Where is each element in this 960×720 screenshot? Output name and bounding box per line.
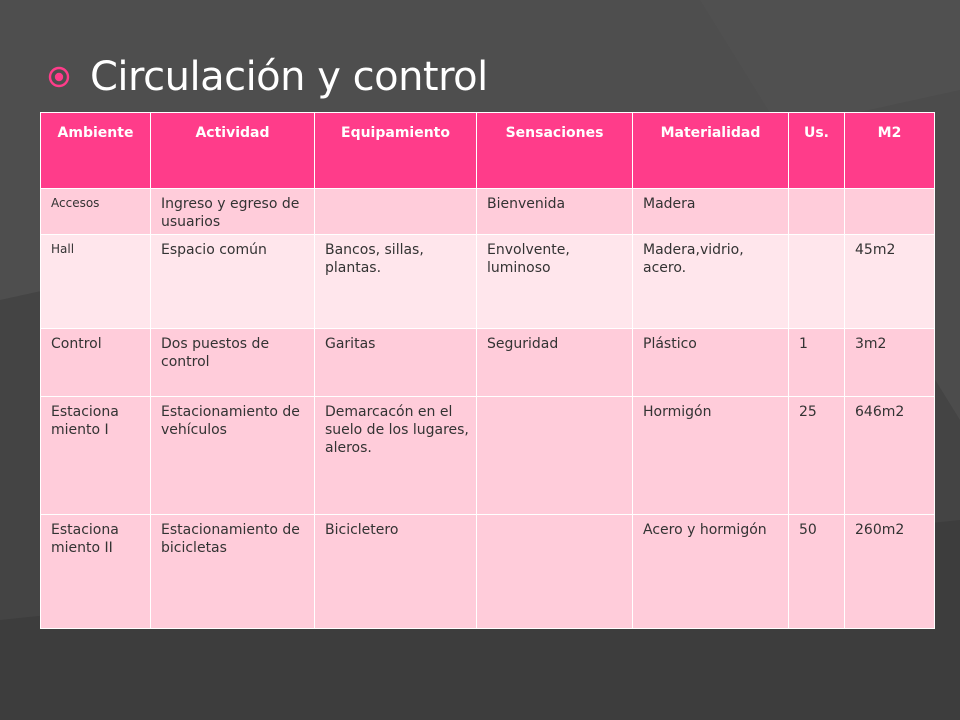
table-cell: Plástico	[633, 329, 789, 397]
table-cell: Envolvente, luminoso	[477, 235, 633, 329]
table-cell: Bancos, sillas, plantas.	[315, 235, 477, 329]
table-cell	[789, 235, 845, 329]
header-m2: M2	[845, 113, 935, 189]
slide-title-row	[48, 50, 488, 104]
table-cell: 3m2	[845, 329, 935, 397]
table-cell: Seguridad	[477, 329, 633, 397]
table-cell: Control	[41, 329, 151, 397]
header-materialidad: Materialidad	[633, 113, 789, 189]
header-ambiente: Ambiente	[41, 113, 151, 189]
table-row	[41, 189, 935, 235]
table-cell: 646m2	[845, 397, 935, 515]
table-cell: Bienvenida	[477, 189, 633, 235]
table-cell: Dos puestos de control	[151, 329, 315, 397]
table-cell: Hormigón	[633, 397, 789, 515]
table-row	[41, 515, 935, 629]
table-cell: Estaciona miento I	[41, 397, 151, 515]
table-cell: Ingreso y egreso de usuarios	[151, 189, 315, 235]
program-table	[40, 112, 935, 629]
target-bullet-icon	[48, 66, 70, 88]
table-cell: Acero y hormigón	[633, 515, 789, 629]
table-cell: 45m2	[845, 235, 935, 329]
table-cell: Garitas	[315, 329, 477, 397]
table-cell	[315, 189, 477, 235]
header-us: Us.	[789, 113, 845, 189]
table-cell: Madera,vidrio, acero.	[633, 235, 789, 329]
table-cell: Estacionamiento de bicicletas	[151, 515, 315, 629]
table-cell: Estaciona miento II	[41, 515, 151, 629]
header-sensaciones: Sensaciones	[477, 113, 633, 189]
header-equipamiento: Equipamiento	[315, 113, 477, 189]
table-cell	[845, 189, 935, 235]
header-actividad: Actividad	[151, 113, 315, 189]
table-cell: 25	[789, 397, 845, 515]
table-row	[41, 329, 935, 397]
table-cell: 260m2	[845, 515, 935, 629]
table-cell	[789, 189, 845, 235]
table-cell: Accesos	[41, 189, 151, 235]
table-cell	[477, 397, 633, 515]
table-cell: 50	[789, 515, 845, 629]
table-cell: 1	[789, 329, 845, 397]
table-row	[41, 235, 935, 329]
table-cell: Hall	[41, 235, 151, 329]
table-cell: Estacionamiento de vehículos	[151, 397, 315, 515]
table-row	[41, 397, 935, 515]
table-cell: Espacio común	[151, 235, 315, 329]
table-cell: Demarcacón en el suelo de los lugares, aleros.	[315, 397, 477, 515]
table-header-row	[41, 113, 935, 189]
table-cell: Bicicletero	[315, 515, 477, 629]
table-cell	[477, 515, 633, 629]
table-cell: Madera	[633, 189, 789, 235]
page-title: Circulación y control	[90, 54, 488, 100]
